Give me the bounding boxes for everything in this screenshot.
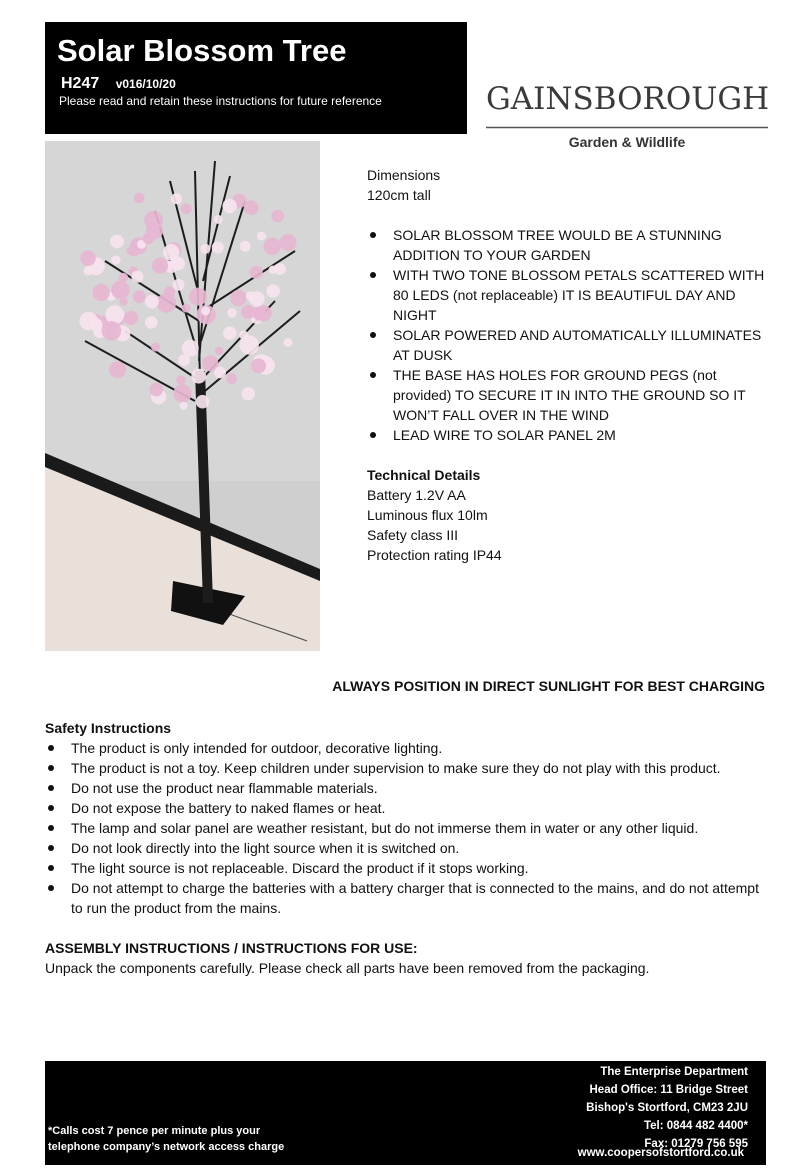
blossom [124,311,138,325]
blossom [111,255,120,264]
blossom [264,238,281,255]
brand-tagline: Garden & Wildlife [568,134,686,150]
sunlight-notice: ALWAYS POSITION IN DIRECT SUNLIGHT FOR BEST CHARGING [332,678,765,694]
website-link[interactable]: www.coopersofstortford.co.uk [577,1147,744,1159]
blossom [134,193,145,204]
technical-details-heading: Technical Details [367,467,481,483]
blossom [151,343,160,352]
blossom [266,284,280,298]
blossom [92,284,109,301]
blossom [89,318,102,331]
blossom [133,290,146,303]
blossom [201,306,210,315]
assembly-heading: ASSEMBLY INSTRUCTIONS / INSTRUCTIONS FOR USE: [45,940,418,956]
blossom [251,358,266,373]
blossom [163,244,179,260]
blossom [80,250,96,266]
call-cost-line: *Calls cost 7 pence per minute plus your [48,1125,261,1137]
blossom [239,330,248,339]
town-postcode: Bishop's Stortford, CM23 2JU [586,1102,748,1114]
department-name: The Enterprise Department [600,1066,748,1078]
blossom [191,369,206,384]
safety-item: Do not look directly into the light source when it is switched on. [45,838,767,858]
blossom [214,367,226,379]
blossom [83,266,92,275]
blossom [178,354,190,366]
blossom [274,263,286,275]
product-code: H247 [61,75,100,92]
blossom [242,387,255,400]
brand-name: GAINSBOROUGH [486,81,770,117]
product-photo [45,141,320,651]
blossom [180,402,188,410]
blossom [171,193,182,204]
dimensions-value: 120cm tall [367,187,431,203]
blossom [280,234,297,251]
blossom [200,244,210,254]
safety-item: Do not attempt to charge the batteries with a battery charger that is connected to the mains, and do not attempt to run the product from the mains. [45,878,767,918]
blossom [152,258,168,274]
blossom [131,271,143,283]
blossom [173,384,191,402]
version-number: v016/10/20 [115,77,176,91]
product-code-row [57,74,455,94]
blossom [240,241,251,252]
safety-item: The product is not a toy. Keep children under supervision to make sure they do not play with this product. [45,758,767,778]
blossom [212,241,224,253]
blossom [250,266,263,279]
blossom [271,210,284,223]
feature-item: SOLAR BLOSSOM TREE WOULD BE A STUNNING ADDITION TO YOUR GARDEN [367,225,767,265]
safety-item: The light source is not replaceable. Discard the product if it stops working. [45,858,767,878]
technical-item: Safety class III [367,527,459,543]
telephone-number: Tel: 0844 482 4400* [643,1120,748,1132]
technical-item: Luminous flux 10lm [367,507,488,523]
blossom [226,373,237,384]
feature-item: LEAD WIRE TO SOLAR PANEL 2M [367,425,767,445]
blossom [102,321,122,341]
blossom [145,316,158,329]
blossom [227,308,237,318]
blossom [143,233,155,245]
safety-list [45,738,767,918]
product-title: Solar Blossom Tree [57,33,347,68]
product-header [45,22,467,134]
dimensions-label: Dimensions [367,167,441,183]
blossom [105,305,124,324]
safety-item: The product is only intended for outdoor, decorative lighting. [45,738,767,758]
feature-item: SOLAR POWERED AND AUTOMATICALLY ILLUMINATES AT DUSK [367,325,767,365]
feature-item: WITH TWO TONE BLOSSOM PETALS SCATTERED WITH 80 LEDS (not replaceable) IT IS BEAUTIFUL DAY AND NIGHT [367,265,767,325]
blossom [110,235,124,249]
brand-logo [486,82,768,150]
feature-list [367,225,767,445]
blossom [109,361,126,378]
blossom [244,200,259,215]
footer-contact-banner [45,1061,766,1165]
blossom [189,288,207,306]
call-cost-note [48,1123,284,1155]
blossom [182,340,199,357]
company-address [586,1063,748,1153]
blossom [127,246,136,255]
blossom [173,279,185,291]
blossom [246,291,255,300]
blossom [196,395,210,409]
call-cost-line: telephone company’s network access charge [48,1141,285,1153]
assembly-text: Unpack the components carefully. Please check all parts have been removed from the packaging. [45,960,650,976]
safety-section [45,718,767,978]
safety-heading: Safety Instructions [45,720,172,736]
safety-item: The lamp and solar panel are weather resistant, but do not immerse them in water or any other liquid. [45,818,767,838]
blossom [182,304,191,313]
blossom [284,338,293,347]
blossom [181,203,192,214]
blossom [176,375,186,385]
head-office: Head Office: 11 Bridge Street [589,1084,748,1096]
product-specs [367,165,767,565]
blossom [150,383,164,397]
blossom [111,281,130,300]
blossom [223,326,236,339]
blossom [215,347,223,355]
logo-divider [486,126,768,129]
blossom [214,215,223,224]
blossom [157,293,177,313]
blossom [257,232,266,241]
feature-item: THE BASE HAS HOLES FOR GROUND PEGS (not provided) TO SECURE IT IN INTO THE GROUND SO IT WON’T FALL OVER IN THE WIND [367,365,767,425]
blossom [145,295,159,309]
fax-number: Fax: 01279 756 595 [644,1138,748,1150]
safety-item: Do not use the product near flammable materials. [45,778,767,798]
retain-instructions-note: Please read and retain these instructions for future reference [59,94,382,108]
blossom-tree-illustration [45,141,320,651]
blossom [241,305,255,319]
blossom [230,290,246,306]
blossom [222,199,236,213]
technical-item: Protection rating IP44 [367,547,502,563]
technical-item: Battery 1.2V AA [367,487,466,503]
safety-item: Do not expose the battery to naked flames or heat. [45,798,767,818]
